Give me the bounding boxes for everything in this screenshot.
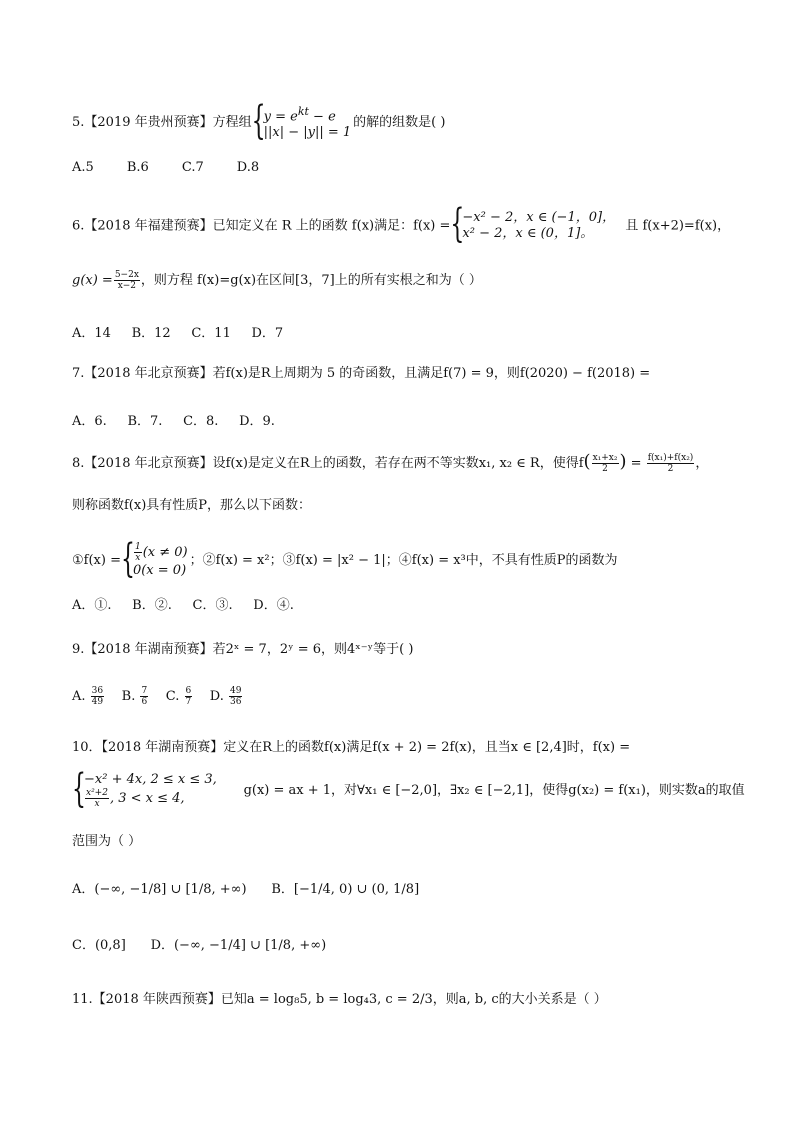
q6-options: A．14 B．12 C．11 D．7 xyxy=(72,326,284,341)
q5-options: A.5 B.6 C.7 D.8 xyxy=(72,160,260,175)
q10-option-d: D．(−∞, −1/4] ∪ [1/8, +∞) xyxy=(150,938,327,953)
question-10-line2: { −x² + 4x, 2 ≤ x ≤ 3, $\frac{\text{x²+2}}{x}$ , 3 < x ≤ 4, g(x) = ax + 1，对∀x₁ ∈ [−2,0]，∃x₂ ∈ [−2,1]，使得g(x₂) = f(x₁)，则实数a的取值 xyxy=(72,772,734,809)
q10-options-cd xyxy=(72,936,734,956)
question-5 xyxy=(72,104,734,141)
q10-piecewise: { −x² + 4x, 2 ≤ x ≤ 3, $\frac{\text{x²+2}}{x}$ , 3 < x ≤ 4, xyxy=(74,772,217,809)
q5-tail: 的解的组数是( ) xyxy=(353,115,446,131)
q10-options-ab xyxy=(72,880,734,900)
q10-option-b: B．[−1/4, 0) ∪ (0, 1/8] xyxy=(271,882,420,897)
q6-tail: 且 f(x+2)=f(x)， xyxy=(625,218,731,234)
question-10: 10．【2018 年湖南预赛】定义在R上的函数f(x)满足f(x + 2) = 2f(x)，且当x ∈ [2,4]时，f(x) = xyxy=(72,740,631,755)
q7-options: A．6. B．7. C．8. D．9. xyxy=(72,414,275,429)
q6-fraction: $\frac{5-2x}{x-2}$ xyxy=(114,270,139,291)
q8-piecewise: { $\frac{1}{x}$ (x ≠ 0) 0(x = 0) xyxy=(123,542,188,579)
question-7: 7.【2018 年北京预赛】若f(x)是R上周期为 5 的奇函数，且满足f(7) = 9，则f(2020) − f(2018) = xyxy=(72,366,651,381)
question-11: 11.【2018 年陕西预赛】已知a = log₈5, b = log₄3, c = 2/3，则a, b, c的大小关系是（ ） xyxy=(72,992,607,1007)
q10-option-c: C．(0,8] xyxy=(72,938,126,953)
q9-options: A. $\frac{36}{49}$ B. $\frac{7}{6}$ C. $\frac{6}{7}$ D. $\frac{49}{36}$ xyxy=(72,686,242,707)
question-6 xyxy=(72,210,734,242)
question-8: 8.【2018 年北京预赛】设f(x)是定义在R上的函数，若存在两不等实数x₁, x₂ ∈ R，使得f( $\frac{\text{x₁+x₂}}{2}$ ) = $\frac{\text{f(x₁)+f(x₂)}}{2}$ ， xyxy=(72,451,709,474)
q10-option-a: A．(−∞, −1/8] ∪ [1/8, +∞) xyxy=(72,882,247,897)
question-10-line3: 范围为（ ） xyxy=(72,834,142,849)
question-9: 9.【2018 年湖南预赛】若2ˣ = 7，2ʸ = 6，则4ˣ⁻ʸ等于( ) xyxy=(72,642,414,657)
question-8-line2: 则称函数f(x)具有性质P，那么以下函数： xyxy=(72,498,312,513)
q5-lead: 5.【2019 年贵州预赛】方程组 xyxy=(72,115,252,131)
q6-lead: 6.【2018 年福建预赛】已知定义在 R 上的函数 f(x)满足：f(x) = xyxy=(72,218,451,234)
question-6-line2: g(x) = $\frac{5-2x}{x-2}$ ，则方程 f(x)=g(x)在区间[3，7]上的所有实根之和为（ ） xyxy=(72,270,482,291)
q8-options: A．①. B．②. C．③. D．④. xyxy=(72,598,294,613)
question-8-choices: ①f(x) = { $\frac{1}{x}$ (x ≠ 0) 0(x = 0) ；②f(x) = x²；③f(x) = |x² − 1|；④f(x) = x³中，不具有性质P的函数为 xyxy=(72,542,734,579)
q6-piecewise: { −x² − 2，x ∈ (−1，0]， x² − 2，x ∈ (0，1]。 xyxy=(452,210,615,242)
q5-system: { $y = e^{kt} - e$ ||x| − |y|| = 1 xyxy=(254,104,352,141)
